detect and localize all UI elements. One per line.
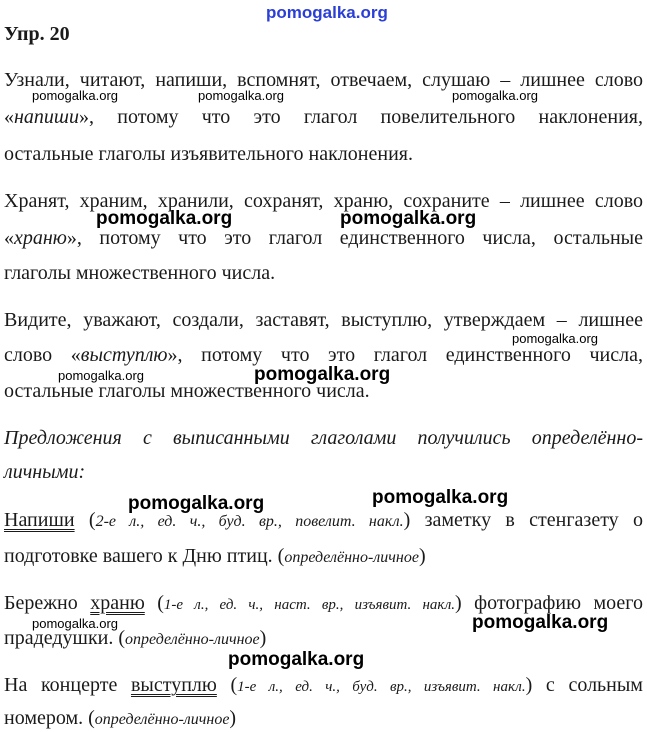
text: прадедушки. ( — [4, 627, 126, 649]
text: ) фотографию моего — [455, 592, 643, 614]
watermark: pomogalka.org — [340, 208, 477, 229]
text: », потому что это глагол повелительного наклонения, — [79, 106, 643, 128]
text: ) — [418, 545, 426, 567]
watermark: pomogalka.org — [512, 331, 598, 346]
watermark: pomogalka.org — [32, 88, 118, 103]
sentence-1-line-1 — [4, 510, 643, 530]
watermark: pomogalka.org — [96, 208, 233, 229]
paragraph-3-line-2 — [4, 345, 643, 365]
text: ) заметку в стенгазету о — [403, 509, 643, 531]
text: ( — [216, 674, 238, 696]
odd-word: выступлю — [80, 344, 168, 366]
grammar-note: 1-е л., ед. ч., наст. вр., изъявит. накл. — [163, 597, 456, 613]
watermark: pomogalka.org — [228, 649, 365, 670]
text: личными: — [4, 461, 86, 483]
verb: храню — [90, 592, 145, 614]
sentence-2-line-1 — [4, 593, 643, 613]
grammar-note: 1-е л., ед. ч., буд. вр., изъявит. накл. — [237, 679, 526, 695]
paragraph-1-line-3: остальные глаголы изъявительного наклонения. — [4, 143, 413, 165]
sentence-3-line-1 — [4, 675, 643, 695]
text: подготовке вашего к Дню птиц. ( — [4, 545, 285, 567]
text: слово « — [4, 344, 81, 366]
text: », потому что это глагол единственного числа, остальные — [66, 227, 643, 249]
watermark: pomogalka.org — [58, 368, 144, 383]
text: ) — [229, 707, 237, 729]
text: ( — [74, 509, 96, 531]
text: На концерте — [4, 674, 131, 696]
paragraph-4-line-2 — [4, 462, 643, 482]
sentence-2-line-2 — [4, 628, 643, 648]
page-title: Упр. 20 — [4, 23, 70, 45]
text: « — [4, 227, 14, 249]
watermark: pomogalka.org — [452, 88, 538, 103]
watermark: pomogalka.org — [128, 493, 265, 514]
watermark: pomogalka.org — [32, 616, 118, 631]
sentence-type: определённо-личное — [284, 549, 419, 566]
paragraph-2-line-2 — [4, 228, 643, 248]
sentence-3-line-2 — [4, 708, 643, 728]
paragraph-3-line-3: остальные глаголы множественного числа. — [4, 380, 370, 402]
text: ) с сольным — [525, 674, 643, 696]
text: Предложения с выписанными глаголами получились определённо- — [4, 427, 643, 449]
text: номером. ( — [4, 707, 95, 729]
verb: выступлю — [130, 674, 217, 696]
paragraph-4-line-1 — [4, 428, 643, 448]
paragraph-3-line-1: Видите, уважают, создали, заставят, выступлю, утверждаем – лишнее — [4, 309, 643, 331]
sentence-type: определённо-личное — [125, 631, 260, 648]
text: ) — [259, 627, 267, 649]
watermark: pomogalka.org — [472, 612, 609, 633]
watermark: pomogalka.org — [266, 3, 388, 22]
watermark: pomogalka.org — [198, 88, 284, 103]
paragraph-1-line-1: Узнали, читают, напиши, вспомнят, отвечаем, слушаю – лишнее слово — [4, 69, 643, 91]
text: « — [4, 106, 14, 128]
watermark: pomogalka.org — [372, 487, 509, 508]
text: Бережно — [4, 592, 91, 614]
paragraph-1-line-2 — [4, 107, 643, 127]
text: ( — [144, 592, 164, 614]
odd-word: напиши — [14, 106, 80, 128]
verb: Напиши — [4, 509, 75, 531]
odd-word: храню — [14, 227, 67, 249]
text: », потому что это глагол единственного числа, — [167, 344, 643, 366]
sentence-type: определённо-личное — [94, 711, 230, 728]
paragraph-2-line-3: глаголы множественного числа. — [4, 262, 276, 284]
grammar-note: 2-е л., ед. ч., буд. вр., повелит. накл. — [95, 513, 404, 530]
paragraph-2-line-1: Хранят, храним, хранили, сохранят, храню, сохраните – лишнее слово — [4, 190, 643, 212]
watermark: pomogalka.org — [254, 364, 391, 385]
sentence-1-line-2 — [4, 546, 643, 566]
